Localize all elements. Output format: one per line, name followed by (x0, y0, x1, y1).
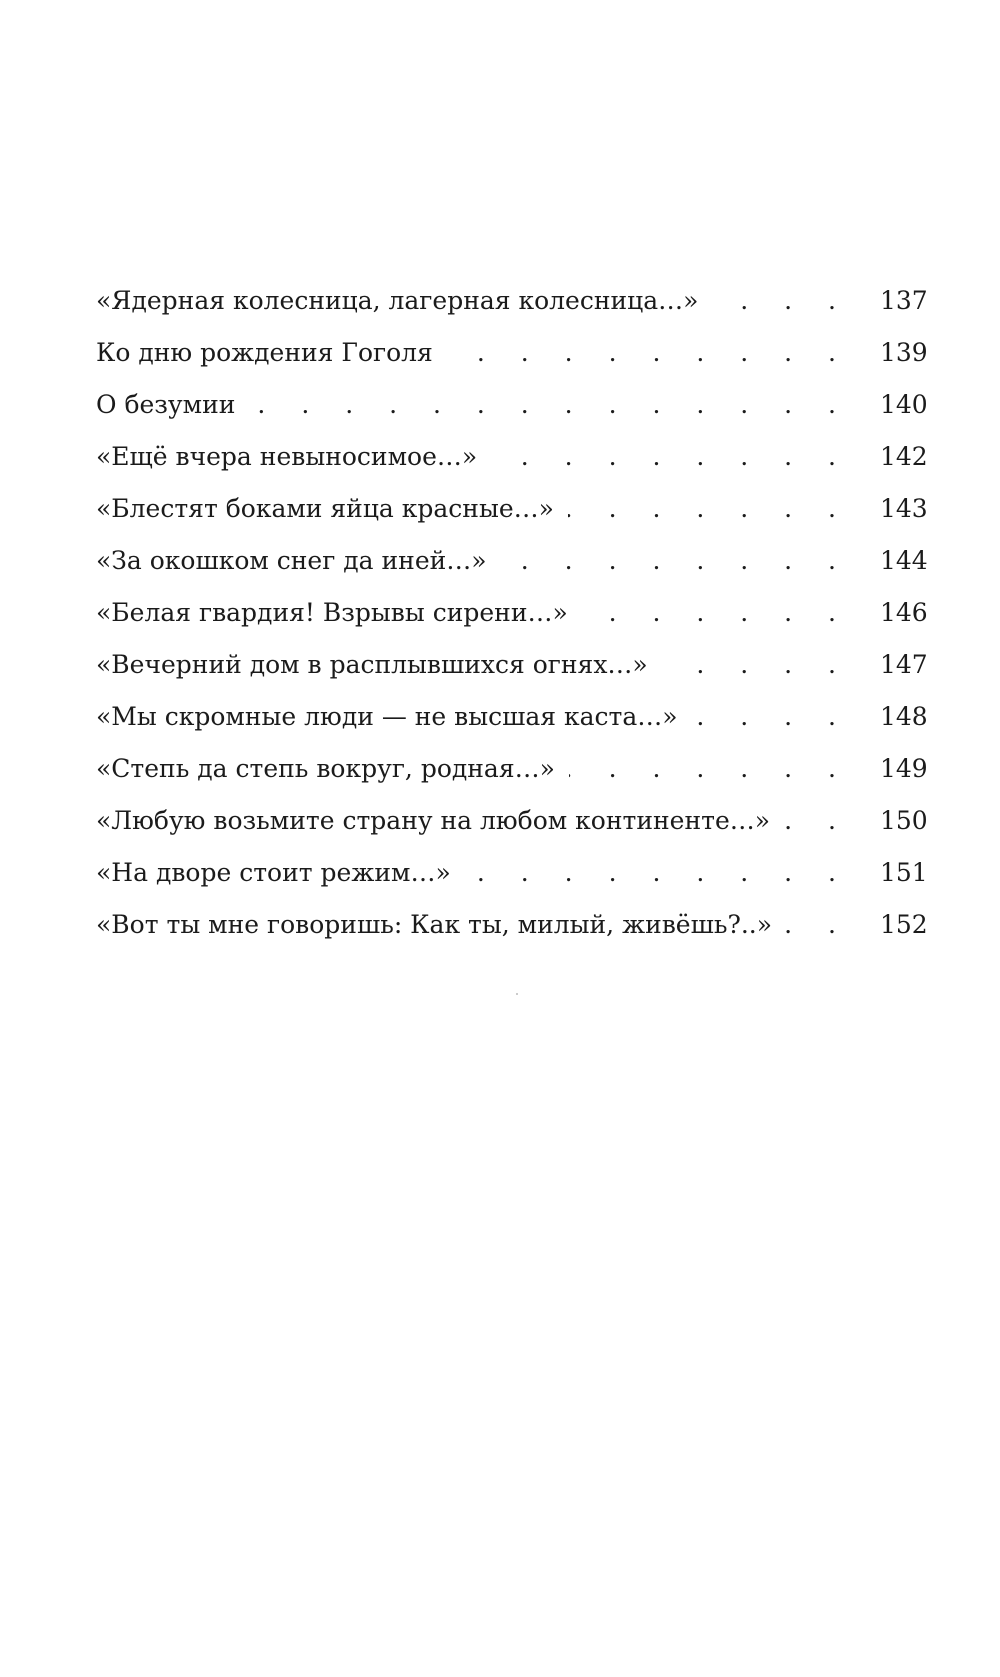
toc-entry-title: «Мы скромные люди — не высшая каста…» (96, 702, 678, 731)
toc-entry (96, 702, 926, 754)
toc-entry-page-number: 142 (880, 442, 928, 471)
toc-entry (96, 546, 926, 598)
toc-entry-title: «Блестят боками яйца красные…» (96, 494, 554, 523)
toc-entry-title: «За окошком снег да иней…» (96, 546, 487, 575)
toc-entry-page-number: 146 (880, 598, 928, 627)
toc-entry-page-number: 148 (880, 702, 928, 731)
toc-entry (96, 910, 926, 962)
toc-entry-page-number: 139 (880, 338, 928, 367)
paper-speck (516, 993, 518, 995)
toc-entry-page-number: 144 (880, 546, 928, 575)
dot-leader (692, 702, 850, 731)
dot-leader (786, 910, 850, 939)
toc-entry-page-number: 152 (880, 910, 928, 939)
dot-leader (712, 286, 850, 315)
toc-entry (96, 286, 926, 338)
toc-entry-title: «Белая гвардия! Взрывы сирени…» (96, 598, 568, 627)
dot-leader (491, 442, 850, 471)
toc-entry (96, 442, 926, 494)
toc-entry (96, 650, 926, 702)
dot-leader (501, 546, 850, 575)
toc-entry-title: «Ещё вчера невыносимое…» (96, 442, 478, 471)
toc-entry-title: «Ядерная колесница, лагерная колесница…» (96, 286, 699, 315)
toc-entry-title: «На дворе стоит режим…» (96, 858, 451, 887)
toc-entry-page-number: 151 (880, 858, 928, 887)
toc-entry-title: «Вечерний дом в расплывшихся огнях…» (96, 650, 648, 679)
toc-entry-page-number: 140 (880, 390, 928, 419)
toc-entry (96, 598, 926, 650)
dot-leader (569, 754, 850, 783)
toc-entry (96, 754, 926, 806)
toc-entry (96, 390, 926, 442)
toc-entry-page-number: 147 (880, 650, 928, 679)
table-of-contents (96, 286, 926, 962)
dot-leader (662, 650, 850, 679)
toc-entry-title: О безумии (96, 390, 236, 419)
dot-leader (465, 858, 850, 887)
dot-leader (568, 494, 850, 523)
toc-entry-page-number: 137 (880, 286, 928, 315)
toc-entry (96, 494, 926, 546)
toc-entry (96, 806, 926, 858)
dot-leader (249, 390, 850, 419)
toc-entry (96, 338, 926, 390)
toc-entry (96, 858, 926, 910)
toc-entry-title: Ко дню рождения Гоголя (96, 338, 433, 367)
toc-entry-title: «Степь да степь вокруг, родная…» (96, 754, 555, 783)
toc-entry-page-number: 150 (880, 806, 928, 835)
toc-entry-title: «Любую возьмите страну на любом континенте…» (96, 806, 771, 835)
toc-entry-page-number: 149 (880, 754, 928, 783)
dot-leader (447, 338, 850, 367)
dot-leader (784, 806, 850, 835)
toc-entry-page-number: 143 (880, 494, 928, 523)
toc-entry-title: «Вот ты мне говоришь: Как ты, милый, живёшь?..» (96, 910, 773, 939)
dot-leader (582, 598, 850, 627)
